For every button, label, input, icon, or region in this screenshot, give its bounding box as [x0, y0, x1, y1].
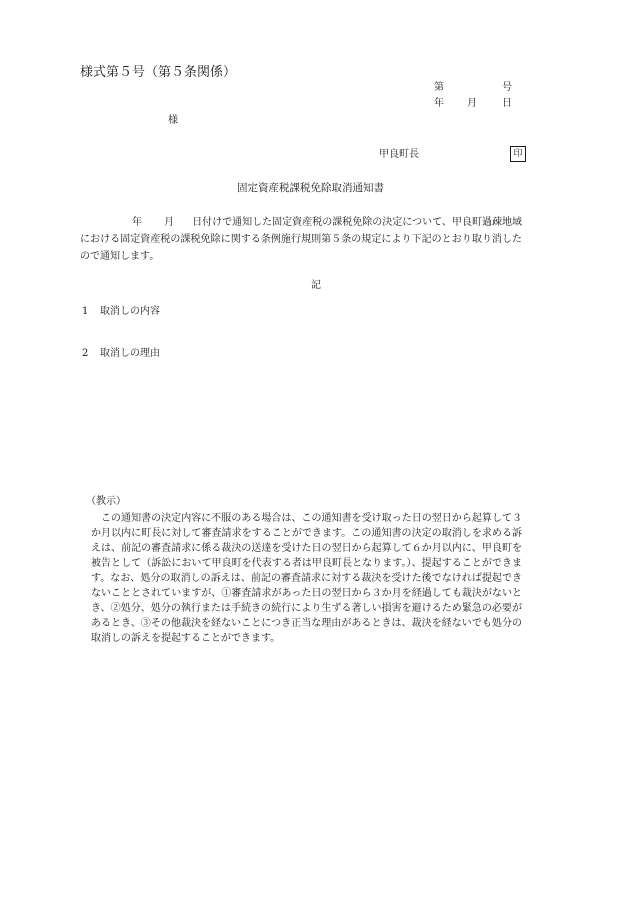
body-year-label: 年 [132, 217, 143, 228]
item-label: 取消しの理由 [100, 348, 160, 359]
date-day-label: 日 [502, 98, 512, 109]
notice-heading: （教示） [86, 496, 126, 507]
addressee-suffix: 様 [168, 115, 178, 126]
document-number-suffix: 号 [502, 82, 512, 93]
item-cancellation-reason [82, 349, 160, 359]
item-label: 取消しの内容 [100, 306, 160, 317]
item-number: 2 [82, 348, 89, 359]
issuer-title: 甲良町長 [379, 149, 419, 160]
form-number: 様式第５号（第５条関係） [80, 65, 237, 80]
date-year-label: 年 [434, 98, 444, 109]
document-number-prefix: 第 [434, 82, 444, 93]
item-number: 1 [82, 306, 89, 317]
ki-label: 記 [311, 280, 321, 291]
body-text: 日付けで通知した固定資産税の課税免除の決定について、甲良町過疎地域における固定資産税の課税免除に関する条例施行規則第５条の規定により下記のとおり取り消したので通知します。 [80, 217, 523, 262]
seal-mark: 印 [510, 146, 526, 162]
body-paragraph [80, 214, 522, 265]
body-month-label: 月 [164, 217, 175, 228]
notice-text: この通知書の決定内容に不服のある場合は、この通知書を受け取った日の翌日から起算して３か月以内に町長に対して審査請求をすることができます。この通知書の決定の取消しを求める訴えは、前記の審査請求に係る裁決の送達を受けた日の翌日から起算して６か月以内に、甲良町を被告として（訴訟において甲良町を代表する者は甲良町長となります。）、提起することができます。なお、処分の取消しの訴えは、前記の審査請求に対する裁決を受けた後でなければ提起できないこととされていますが、①審査請求があった日の翌日から３か月を経過しても裁決がないとき、②処分、処分の執行または手続きの続行により生ずる著しい損害を避けるため緊急の必要があるとき、③その他裁決を経ないことにつき正当な理由があるときは、裁決を経ないでも処分の取消しの訴えを提起することができます。 [91, 513, 522, 644]
date-month-label: 月 [467, 98, 477, 109]
document-title: 固定資産税課税免除取消通知書 [237, 182, 384, 194]
item-cancellation-content [82, 307, 160, 317]
